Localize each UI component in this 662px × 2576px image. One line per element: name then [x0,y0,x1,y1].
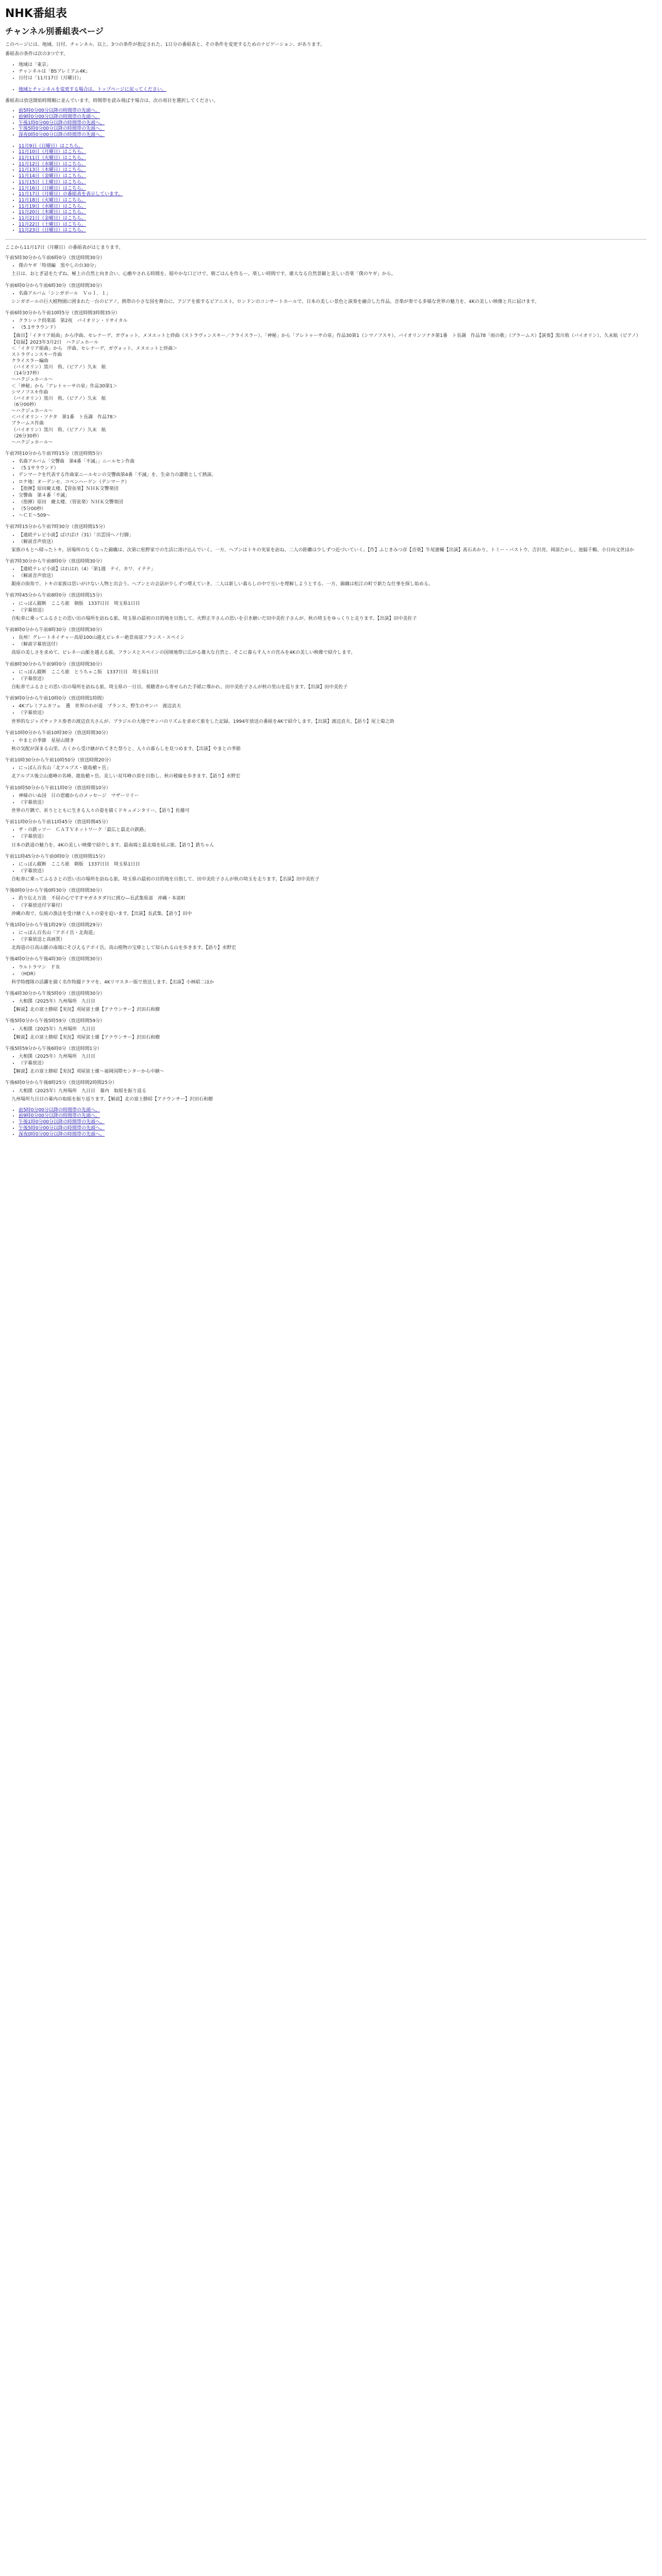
program-title: • 4Kプレミアムカフェ 選 世界のわが道 プランス、野生のサンバ 渡辺貞夫 [19,703,647,709]
program-time: 午前6時0分から午前6時30分（放送時間30分） [5,283,105,289]
program-description: 沖縄の海で、伝統の漁法を受け継ぐ人々の姿を追います。【出演】長武集、【語り】田中 [11,911,192,917]
jump-heading: 番組表は放送開始時間順に並んでいます。時間帯を読み飛ばす場合は、次の項目を選択してください。 [5,98,219,104]
footer-link-item [19,1120,647,1126]
program-description: 土日は、おとぎ話をたずね、極上の自然と向き合い、心癒やされる時間を。穏やかな口どけで、朝ごはんを作るー。楽しい時間です。雄大なる自然景観と美しい音楽「僕のヤギ」から。 [11,272,396,277]
conditions-heading: 番組表の条件は次の3つです。 [5,52,69,57]
program-title: • 【連続テレビ小説】ばけばけ（31）「出雲国ヘノ行脚」 [19,532,647,538]
program-detail-line: （14分37秒） [11,371,42,377]
program-detail-line: （バイオリン）黒川 侑、（ピアノ）久末 航 [11,396,106,401]
program-item [5,696,647,725]
date-link-item [19,216,647,222]
program-title: • （字幕放送） [19,1060,647,1066]
program-title-list [5,566,647,579]
program-title: • にっぽん縦断 こころ旅 朝版 1337日目 埼玉県1日目 [19,861,647,868]
program-title: • 大相撲（2025年）九州場所 九日目 [19,1054,647,1060]
program-detail-line: ～ハクジュホール～ [11,377,53,383]
program-item [5,1046,647,1075]
date-link-item [19,144,647,150]
program-time: 午後0時0分から午後0時30分（放送時間30分） [5,888,105,894]
program-title: • 大相撲（2025年）九州場所 九日目 幕内 取組を振り返る [19,1088,647,1094]
date-link[interactable]: 11月14日（金曜日）はこちら。 [19,174,86,179]
jump-link-item [19,114,647,121]
program-description: 世界的なジャズサックス奏者の渡辺貞夫さんが、ブラジルの大地でサンバのリズムを求めて旅をした記録。1994年放送の番組を4Kで紹介します。【出演】渡辺貞夫、【語り】尾上菊之助 [11,719,394,724]
date-link-item [19,204,647,210]
program-time: 午前8時0分から午前8時30分（放送時間30分） [5,628,105,633]
program-time: 午前7時15分から午前7時30分（放送時間15分） [5,524,108,530]
program-title: • 釣り伝え万流 不屈の心ですすサガネタダ川に挑む―長武集県部 沖縄・本部町 [19,895,647,902]
program-title-list [5,738,647,744]
program-title: • （字幕放送） [19,868,647,874]
program-title: • ロケ地：オーデンセ、コペンハーゲン（デンマーク） [19,479,647,485]
date-link[interactable]: 11月18日（火曜日）はこちら。 [19,197,86,203]
program-description: 銀座の街角で、トキの家族は思いがけない人物と出会う。ヘブンとの会話が少しずつ増えていき、二人は新しい暮らしの中で互いを理解しようとする。一方、錦織は松江の町で新たな仕事を探し始める。 [11,582,433,587]
intro-text: このページには、地域、日付、チャンネル、以上、3つの条件が指定された、1日分の番組表と、その条件を変更するためのナビゲーション、があります。 [5,42,325,48]
program-description: 秋の気配が深まる山里。古くから受け継がれてきた祭りと、人々の暮らしを見つめます。【出演】やまとの季節 [11,747,241,752]
date-links [5,144,647,234]
program-title: • 大相撲（2025年）九州場所 九日目 [19,998,647,1005]
program-description: 自転車に乗ってふるさとの思い出の場所を訪ねる旅。埼玉県の最初の目的地を目指して、田中美佐子さんが秋の埼玉を走ります。【出演】田中美佐子 [11,877,320,883]
program-item [5,922,647,952]
program-description: 家族のもとへ帰ったトキ。居場所のなくなった錦織は、次第に松野家での生活に溶け込んでいく。一方、ヘブンはトキの実家を訪ね、二人の距離は少しずつ近づいていく。【作】ふじきみつ彦【音楽】牛尾憲輔【出演】髙石あかり、トミー・バストウ、吉沢亮、岡部たかし、池脇千鶴、小日向文世ほか [11,547,634,553]
program-time: 午前10時0分から午前10時30分（放送時間30分） [5,730,111,736]
program-title: • 長州！グレートネイチャー高原100山越えピレネー絶景南部フランス・スペイン [19,635,647,641]
program-time: 午後4時30分から午後5時0分（放送時間30分） [5,991,105,996]
program-time: 午前11時0分から午前11時45分（放送時間45分） [5,820,111,825]
program-title-list [5,895,647,908]
program-time: 午前6時30分から午前10時5分（放送時間3時間35分） [5,311,120,316]
jump-link[interactable]: 前9時0分00分以降の時間帯の先頭へ。 [19,114,100,120]
program-detail-line: ～ハクジュホール～ [11,409,53,414]
jump-link[interactable]: 深夜0時0分00分以降の時間帯の先頭へ。 [19,132,105,138]
program-title-list [5,601,647,614]
date-link[interactable]: 11月15日（土曜日）はこちら。 [19,179,86,185]
program-item [5,991,647,1013]
program-title-list [5,318,647,331]
program-item [5,757,647,779]
program-title-list [5,291,647,297]
program-title: • （解説音声放送） [19,573,647,579]
program-title-list [5,765,647,771]
divider [5,239,647,240]
program-time: 午前10時30分から午前10時50分（放送時間20分） [5,758,114,764]
program-title-list [5,1026,647,1032]
program-description: 高原の美しさを求めて、ピレネー山脈を越える旅。フランスとスペインの国境地帯に広がる雄大な自然と、そこに暮らす人々の営みを4Kの美しい映像で紹介します。 [11,650,356,656]
date-link[interactable]: 11月20日（木曜日）はこちら。 [19,210,86,215]
footer-link-item [19,1126,647,1132]
program-item [5,730,647,752]
jump-link-item [19,126,647,132]
program-title-list [5,532,647,545]
program-detail-lines [5,333,647,446]
program-title: • （字幕放送） [19,710,647,716]
program-title-list [5,930,647,943]
program-time: 午前5時30分から午前6時0分（放送時間30分） [5,256,105,261]
program-title: • （5.1サラウンド） [19,465,647,471]
date-link-item [19,167,647,174]
jump-links [5,108,647,138]
page-subtitle: チャンネル別番組表ページ [5,26,104,36]
program-item [5,956,647,986]
program-title-list [5,793,647,806]
program-item [5,627,647,656]
change-conditions-link[interactable]: 地域とチャンネルを変更する場合は、トップページに戻ってください。 [19,87,167,92]
program-description: シンガポールの巨大植物園に囲まれた一台のピアノ。熱帯の小さな国を舞台に、アジアを旅するピアニスト。ロンドンのコンサートホールで、日本の美しい景色と演奏を融合した作品。音楽が奏でる多様な世界の魅力を、4Kの美しい映像と共に届けます。 [11,299,540,304]
date-link-item [19,192,647,198]
footer-jump-links [5,1108,647,1138]
program-title: • （解説音声放送） [19,539,647,545]
change-links [5,87,647,93]
date-link[interactable]: 11月12日（水曜日）はこちら。 [19,161,86,167]
program-time: 午後1時0分から午後1時29分（放送時間29分） [5,922,105,928]
program-time: 午前7時30分から午前8時0分（放送時間30分） [5,558,105,564]
program-title-list [5,263,647,269]
program-item [5,451,647,519]
program-title-list [5,827,647,840]
program-title: • （字幕放送と高画質） [19,937,647,943]
program-title: • ザ・の鉄ッツー ＣＡＴＶネットワーク「最広と最北の鉄路」 [19,827,647,833]
date-link-item [19,222,647,228]
program-title: • （字幕放送付字幕付） [19,903,647,909]
date-link[interactable]: 11月21日（金曜日）はこちら。 [19,215,86,221]
page-title: NHK番組表 [5,7,67,20]
program-title-list [5,459,647,519]
footer-jump-link[interactable]: 午後1時0分00分以降の時間帯の先頭へ。 [19,1120,105,1125]
program-title: • 神様のいぬ国 日の恩寵からのメッセージ マザーリリー [19,793,647,799]
date-link[interactable]: 11月19日（水曜日）はこちら。 [19,204,86,209]
program-title: • （HDR） [19,971,647,977]
program-description: 九州場所九日目の幕内の取組を振り返ります。【解説】北の富士勝昭【アナウンサー】沢田石和樹 [11,1096,213,1102]
program-item [5,1080,647,1102]
program-detail-line: 【曲目】「イタリア組曲」から序曲、セレナーデ、ガヴォット、メヌエットと終曲（ストラヴィンスキー／クライスラー）、「神秘」から「アレトゥーサの泉」作品30第1（シマノフスキ）、バイオリンソナタ第1番 ト長調 作品78「雨の歌」（ブラームス）【演奏】黒川侑（バイオリン）、久末航（ピアノ）【収録】2023年3月2日 ハクジュホール [11,333,641,345]
date-link[interactable]: 11月10日（月曜日）はこちら。 [19,149,86,155]
program-title-list [5,635,647,648]
footer-link-item [19,1113,647,1120]
condition-item: • 地域は「東京」 [19,62,647,68]
program-item [5,255,647,277]
program-description: 【解説】北の富士勝昭【実況】刈屋富士雄～福岡国際センターから中継～ [11,1069,164,1075]
change-link-item [19,87,647,93]
program-description: 自転車でふるさとの思い出の場所を訪ねる旅。埼玉県の一日目。視聴者から寄せられた手紙に導かれ、田中美佐子さんが秋の里山を巡ります。【出演】田中美佐子 [11,685,348,690]
program-item [5,310,647,446]
date-link[interactable]: 11月16日（日曜日）はこちら。 [19,185,86,191]
program-item [5,1018,647,1040]
program-time: 午後4時0分から午後4時30分（放送時間30分） [5,957,105,962]
date-link[interactable]: 11月11日（火曜日）はこちら。 [19,156,86,161]
program-detail-line: ＜「神秘」から「アレトゥーサの泉」作品30第1＞ [11,383,118,389]
date-link-item [19,162,647,168]
program-title-list [5,669,647,682]
program-title-list [5,998,647,1005]
jump-link[interactable]: 午後5時0分00分以降の時間帯の先頭へ。 [19,126,105,132]
date-link[interactable]: 11月17日（月曜日）の番組表を表示しています。 [19,192,123,197]
date-link[interactable]: 11月23日（日曜日）はこちら。 [19,228,86,233]
program-item [5,283,647,305]
program-title: • （字幕放送） [19,834,647,840]
program-time: 午前10時50分から午前11時0分（放送時間10分） [5,785,111,791]
date-link[interactable]: 11月22日（土曜日）はこちら。 [19,222,86,227]
program-title: • やまとの季節 星屋山開き [19,738,647,744]
jump-link[interactable]: 午後1時0分00分以降の時間帯の先頭へ。 [19,120,105,126]
program-item [5,592,647,622]
program-title: • （指揮）原田 慶太楼、（管弦楽）ＮＨＫ交響楽団 [19,499,647,505]
program-title: • （5分00秒） [19,506,647,512]
program-title-list [5,1088,647,1094]
program-title: • 僕のヤギ「特別編 黒やしの台30分」 [19,263,647,269]
date-link-item [19,228,647,234]
program-detail-line: シマノフスキ作曲 [11,389,48,395]
program-detail-line: （バイオリン）黒川 侑、（ピアノ）久末 航 [11,427,106,433]
date-link[interactable]: 11月13日（木曜日）はこちら。 [19,167,86,173]
program-title: • 【連続テレビ小説】はれはれ（4）「第1週 テイ、カワ、イテテ」 [19,566,647,572]
footer-jump-link[interactable]: 前5時0分00分以降の時間帯の先頭へ。 [19,1107,100,1113]
conditions-list [5,62,647,81]
footer-link-item [19,1108,647,1114]
program-time: 午前8時30分から午前9時0分（放送時間30分） [5,662,105,667]
footer-link-item [19,1132,647,1138]
program-title: • にっぽん縦断 こころ旅 朝版 1337日目 埼玉県1日目 [19,601,647,607]
program-time: 午後6時0分から午後8時25分（放送時間2時間25分） [5,1080,117,1086]
page-root [0,0,652,1153]
jump-link-item [19,121,647,127]
program-time: 午後5時59分から午後6時0分（放送時間1分） [5,1046,102,1052]
program-title: • （字幕放送） [19,676,647,682]
program-title: • にっぽん百名山「北アルプス・鹿島槍ヶ岳」 [19,765,647,771]
program-time: 午前9時0分から午前10時0分（放送時間1時間） [5,696,107,702]
jump-link[interactable]: 前5時0分00分以降の時間帯の先頭へ。 [19,108,100,114]
program-title-list [5,1054,647,1066]
program-item [5,854,647,883]
program-title: • 名曲アルバム「シンガポール Ｖｏｌ．１」 [19,291,647,297]
footer-jump-link[interactable]: 深夜0時0分00分以降の時間帯の先頭へ。 [19,1131,105,1137]
program-detail-line: ＜「イタリア組曲」から 序曲、セレナーデ、ガヴォット、メヌエットと終曲＞ [11,346,178,351]
date-link-item [19,180,647,186]
jump-link-item [19,132,647,139]
program-title-list [5,964,647,977]
program-list [5,255,647,1103]
program-time: 午後5時0分から午後5時59分（放送時間59分） [5,1019,105,1024]
program-item [5,785,647,815]
program-title: • 大相撲（2025年）九州場所 九日目 [19,1026,647,1032]
program-title: • ウルトラマン ＦＲ [19,964,647,971]
program-title: • 【指揮】原田慶太楼、【管弦楽】ＮＨＫ交響楽団 [19,486,647,492]
program-item [5,558,647,588]
date-link-item [19,174,647,180]
program-detail-line: （バイオリン）黒川 侑、（ピアノ）久末 航 [11,365,106,370]
program-item [5,662,647,691]
program-detail-line: （6分00秒） [11,402,39,408]
program-detail-line: ～ハクジュホール～ [11,439,53,445]
program-detail-line: クライスラー編曲 [11,358,48,364]
footer-jump-link[interactable]: 前9時0分00分以降の時間帯の先頭へ。 [19,1113,100,1119]
program-detail-line: ブラームス作曲 [11,421,44,427]
program-title-list [5,861,647,874]
program-description: 世界の片隅で、祈りとともに生きる人々の姿を描くドキュメンタリー。【語り】佐藤可 [11,808,190,814]
program-title: • （解説字幕放送付） [19,641,647,648]
program-title: • にっぽん縦断 こころ旅 とうちゃこ版 1337日目 埼玉県1日目 [19,669,647,675]
date-link-item [19,186,647,192]
program-title: • クラシック倶楽部 第2夜 バイオリン・リサイタル [19,318,647,324]
schedule-intro: ここから11月17日（月曜日）の番組表がはじまります。 [5,245,124,251]
program-item [5,888,647,917]
program-title: • （字幕放送） [19,607,647,614]
program-item [5,819,647,849]
date-link-item [19,210,647,216]
program-description: 日本の鉄道の魅力を、4Kの美しい映像で紹介します。最南端と最北端を結ぶ旅。【語り】鉄ちゃん [11,842,214,848]
date-link-item [19,149,647,156]
jump-link-item [19,108,647,114]
program-description: 北アルプス後立山連峰の名峰、鹿島槍ヶ岳。美しい双耳峰の頂を目指し、秋の稜線を歩きます。【語り】水野宏 [11,774,241,779]
program-description: 【解説】北の富士勝昭【実況】刈屋富士雄【アナウンサー】沢田石和樹 [11,1035,160,1040]
program-title: • にっぽん百名山「アポイ岳・北海道」 [19,930,647,936]
program-title: • ～ＣＥ～509～ [19,513,647,519]
program-item [5,524,647,553]
program-title: • 名曲アルバム「交響曲 第4番「不滅」」ニールセン作曲 [19,459,647,465]
program-time: 午前7時10分から午前7時15分（放送時間5分） [5,451,105,456]
program-description: 自転車に乗ってふるさとの思い出の場所を訪ねる旅。埼玉県の最初の目的地を目指して、火野正平さんの思いを引き継いだ田中美佐子さんが、秋の埼玉をゆっくりと走ります。【出演】田中美佐子 [11,616,417,621]
program-title: • 交響曲 第４番「不滅」 [19,493,647,499]
date-link[interactable]: 11月9日（日曜日）はこちら。 [19,143,84,149]
program-detail-line: （26分30秒） [11,433,42,439]
footer-jump-link[interactable]: 午後5時0分00分以降の時間帯の先頭へ。 [19,1125,105,1131]
program-title: • （字幕放送） [19,800,647,806]
program-time: 午前7時45分から午前8時0分（放送時間15分） [5,593,105,599]
program-time: 午前11時45分から午前0時0分（放送時間15分） [5,854,108,859]
date-link-item [19,198,647,204]
program-title: • （5.1サラウンド） [19,325,647,331]
date-link-item [19,156,647,162]
program-title-list [5,703,647,716]
program-description: 科学特捜隊の活躍を描く名作特撮ドラマを、4Kリマスター版で放送します。【出演】小林昭二ほか [11,979,214,985]
program-detail-line: ストラヴィンスキー作曲 [11,352,62,358]
program-description: 北海道の日高山脈の南端にそびえるアポイ岳。高山植物の宝庫として知られる山を歩きます。【語り】水野宏 [11,945,236,951]
condition-item: • 日付は「11月17日（月曜日）」 [19,75,647,81]
program-detail-line: ＜バイオリン・ソナタ 第1番 ト長調 作品78＞ [11,415,118,420]
program-description: 【解説】北の富士勝昭【実況】刈屋富士雄【アナウンサー】沢田石和樹 [11,1007,160,1013]
condition-item: • チャンネルは「BSプレミアム4K」 [19,69,647,75]
program-title: • デンマークを代表する作曲家ニールセンの交響曲第4番「不滅」を、生命力の讃歌として熱演。 [19,472,647,478]
